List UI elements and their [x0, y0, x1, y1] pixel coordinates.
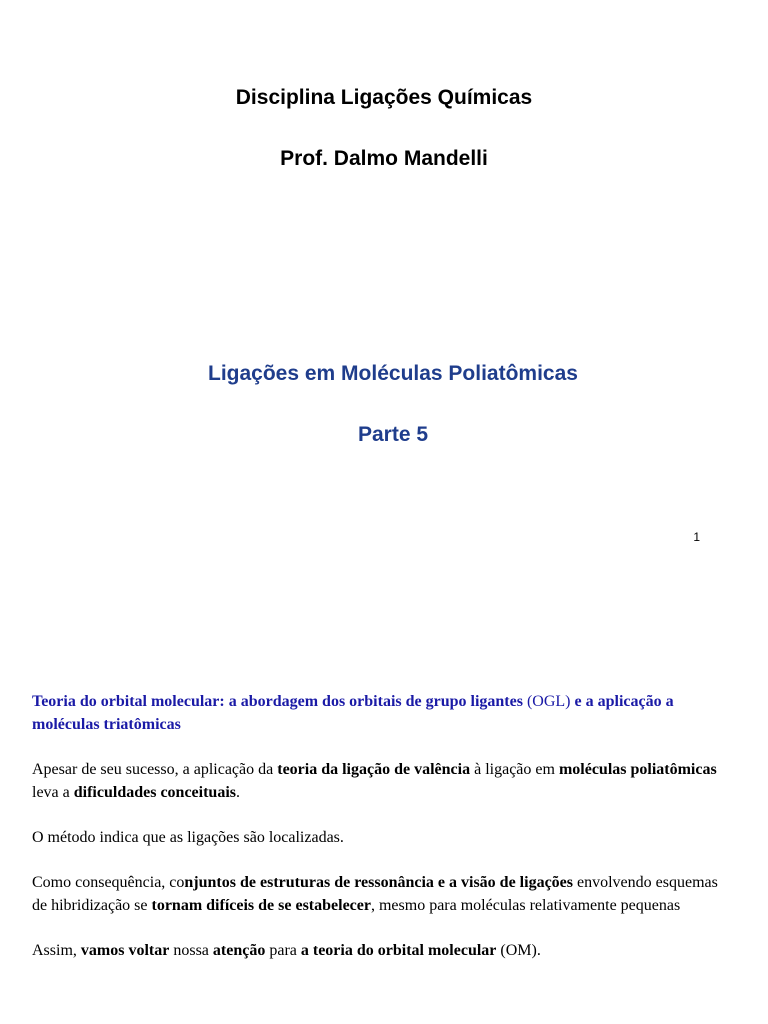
paragraph-1 [32, 758, 732, 804]
section-heading [32, 690, 732, 736]
lecture-part: Parte 5 [357, 423, 429, 446]
p3-text1: Como consequência, co [32, 874, 185, 891]
p4-text3: para [265, 942, 301, 959]
p1-text4: . [235, 784, 240, 801]
p3-text3: , mesmo para moléculas relativamente pequenas [370, 897, 681, 914]
p4-bold2: atenção [212, 942, 266, 959]
p3-bold1: njuntos de estruturas de ressonância e a visão de ligações [184, 874, 573, 891]
heading-part3: e a aplicação a moléculas triatômicas [32, 693, 674, 733]
heading-part1: Teoria do orbital molecular: a abordagem dos orbitais de grupo ligantes [32, 693, 523, 710]
p3-text2: envolvendo esquemas de hibridização se [32, 874, 718, 914]
p4-bold3: a teoria do orbital molecular [300, 942, 497, 959]
p4-text4: (OM). [496, 942, 541, 959]
p1-bold3: dificuldades conceituais [73, 784, 236, 801]
p1-text3: leva a [32, 784, 74, 801]
p3-bold2: tornam difíceis de se estabelecer [151, 897, 371, 914]
professor-name: Prof. Dalmo Mandelli [280, 147, 488, 170]
lecture-title: Ligações em Moléculas Poliatômicas [208, 362, 578, 385]
p1-bold2: moléculas poliatômicas [558, 761, 717, 778]
p4-text2: nossa [169, 942, 213, 959]
paragraph-3 [32, 871, 732, 917]
heading-part2: (OGL) [522, 693, 575, 710]
course-title: Disciplina Ligações Químicas [235, 86, 533, 109]
text-section [32, 690, 732, 984]
page-number: 1 [693, 530, 700, 544]
paragraph-2: O método indica que as ligações são localizadas. [32, 829, 344, 846]
p1-bold1: teoria da ligação de valência [277, 761, 471, 778]
p1-text1: Apesar de seu sucesso, a aplicação da [32, 761, 278, 778]
paragraph-4 [32, 939, 732, 962]
p4-bold1: vamos voltar [80, 942, 170, 959]
p1-text2: à ligação em [470, 761, 559, 778]
p4-text1: Assim, [32, 942, 81, 959]
